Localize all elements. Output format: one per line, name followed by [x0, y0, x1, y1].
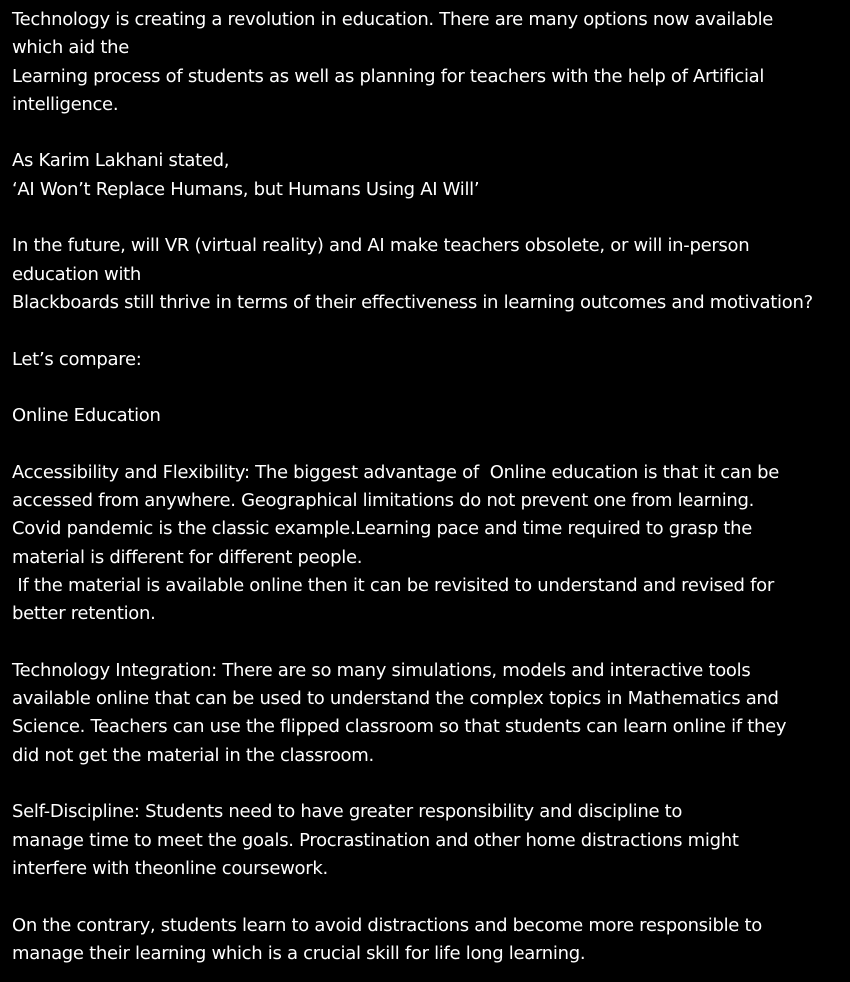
question-paragraph [12, 232, 850, 317]
text-line: available online that can be used to understand the complex topics in Mathematics and [12, 688, 779, 710]
text-line: accessed from anywhere. Geographical limitations do not prevent one from learning. [12, 490, 755, 512]
text-line: did not get the material in the classroom. [12, 744, 374, 766]
text-line: education with [12, 263, 142, 285]
heading-text: Online Education [12, 405, 161, 427]
text-line: manage time to meet the goals. Procrastination and other home distractions might [12, 829, 739, 851]
contrary-paragraph [12, 912, 850, 969]
text-line: material is different for different people. [12, 546, 363, 568]
self-discipline-paragraph [12, 798, 850, 883]
quote-paragraph [12, 147, 850, 204]
intro-paragraph [12, 6, 850, 119]
paragraph-spacer [12, 374, 850, 402]
text-line: If the material is available online then it can be revisited to understand and revised for [12, 574, 774, 596]
section-heading [12, 402, 850, 430]
paragraph-spacer [12, 204, 850, 232]
text-line: Self-Discipline: Students need to have greater responsibility and discipline to [12, 801, 683, 823]
paragraph-spacer [12, 430, 850, 458]
text-line: intelligence. [12, 93, 119, 115]
technology-paragraph [12, 657, 850, 770]
text-line: Covid pandemic is the classic example.Learning pace and time required to grasp the [12, 518, 753, 540]
text-line: better retention. [12, 603, 156, 625]
compare-label [12, 346, 850, 374]
text-line: Accessibility and Flexibility: The biggest advantage of Online education is that it can be [12, 461, 780, 483]
text-line: Technology is creating a revolution in education. There are many options now available [12, 9, 774, 30]
text-line: manage their learning which is a crucial skill for life long learning. [12, 942, 586, 964]
paragraph-spacer [12, 119, 850, 147]
quote-text: ‘AI Won’t Replace Humans, but Humans Using AI Will’ [12, 178, 480, 200]
text-line: Technology Integration: There are so many simulations, models and interactive tools [12, 659, 751, 681]
accessibility-paragraph [12, 459, 850, 629]
text-line: which aid the [12, 37, 129, 59]
paragraph-spacer [12, 629, 850, 657]
text-line: interfere with theonline coursework. [12, 857, 328, 879]
text-line: In the future, will VR (virtual reality) and AI make teachers obsolete, or will in-person [12, 235, 750, 257]
text-line: On the contrary, students learn to avoid distractions and become more responsible to [12, 914, 762, 936]
text-line: Blackboards still thrive in terms of their effectiveness in learning outcomes and motivation? [12, 291, 813, 313]
text-line: Let’s compare: [12, 348, 142, 370]
quote-intro: As Karim Lakhani stated, [12, 150, 230, 172]
paragraph-spacer [12, 317, 850, 345]
paragraph-spacer [12, 883, 850, 911]
text-line: Learning process of students as well as planning for teachers with the help of Artificial [12, 65, 765, 87]
text-line: Science. Teachers can use the flipped classroom so that students can learn online if they [12, 716, 787, 738]
paragraph-spacer [12, 770, 850, 798]
